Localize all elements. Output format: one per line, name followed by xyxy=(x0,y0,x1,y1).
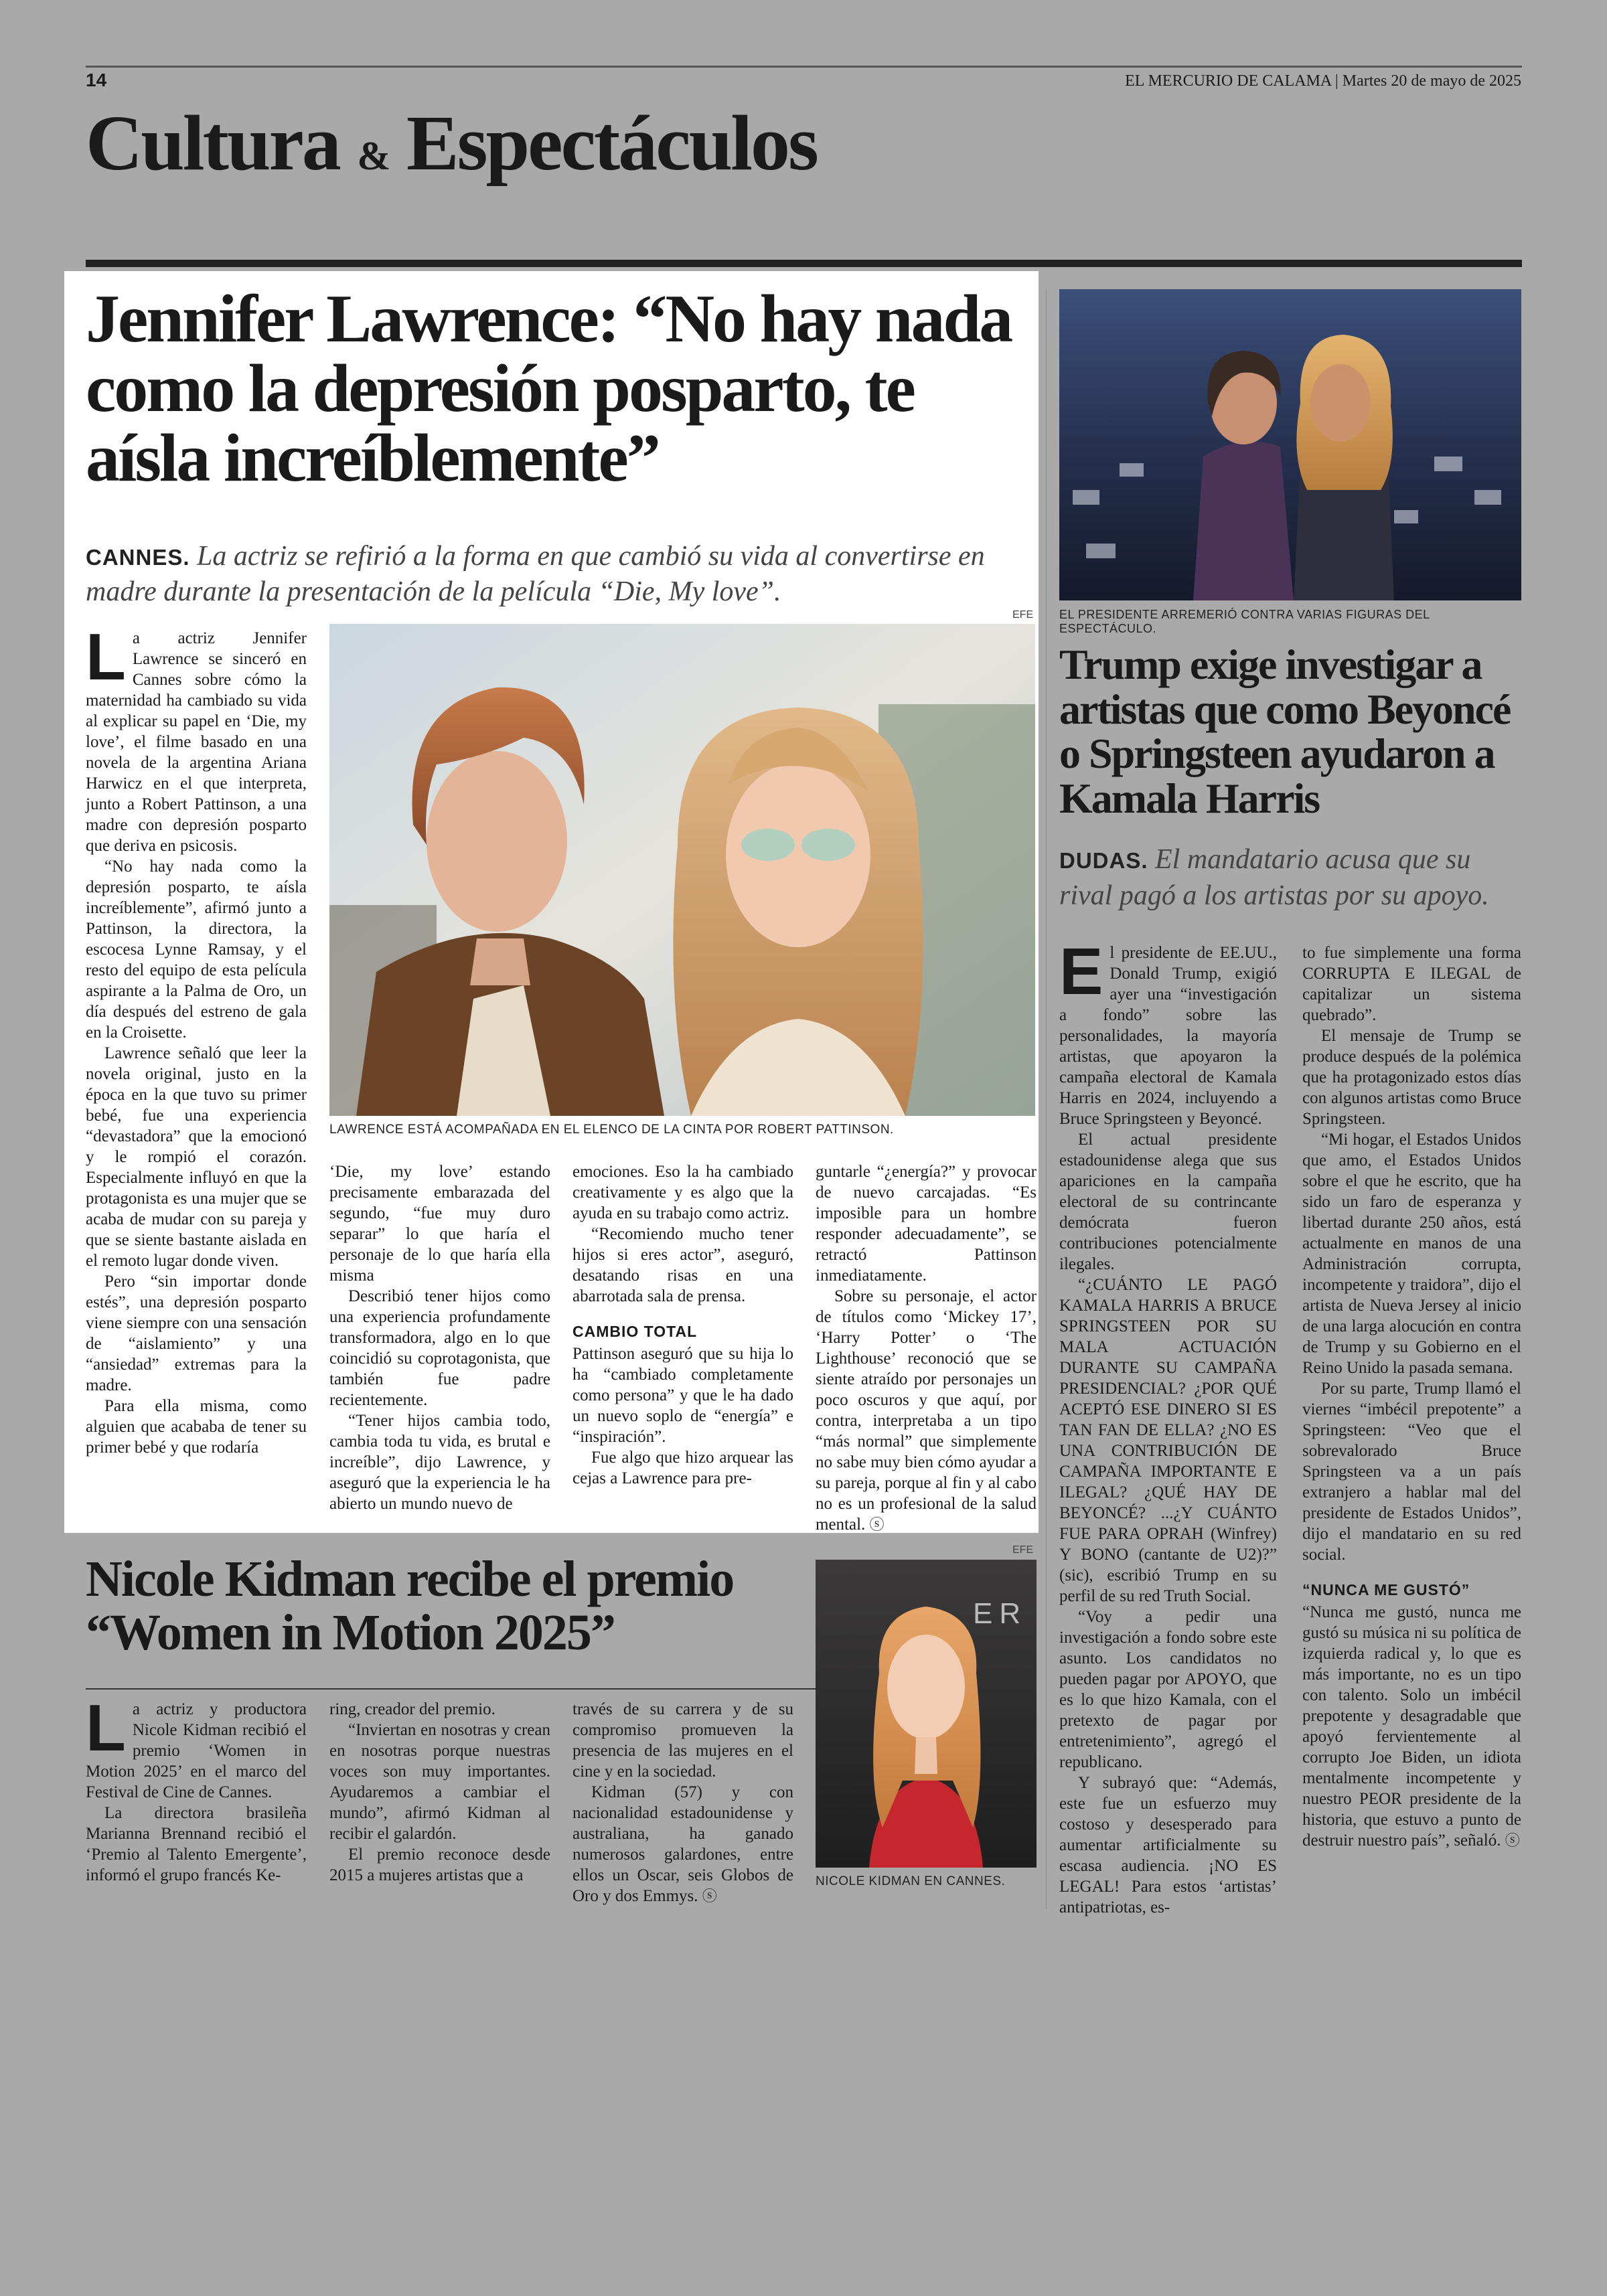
trump-kicker: DUDAS. xyxy=(1059,848,1148,873)
lawrence-paragraph: Pattinson aseguró que su hija lo ha “cambiado completamente como persona” y que le ha dado un nuevo soplo de “energía” e “inspiración”. xyxy=(572,1345,793,1446)
kidman-paragraph: través de su carrera y de su compromiso promueven la presencia de las mujeres en el cine y en la sociedad. xyxy=(572,1700,793,1781)
trump-paragraph: to fue simplemente una forma CORRUPTA E ILEGAL de capitalizar un sistema quebrado”. xyxy=(1302,944,1521,1024)
trump-text: l presidente de EE.UU., Donald Trump, exigió ayer una “investigación a fondo” sobre las personalidades, la mayoría artistas, que apoyaron la campaña electoral de Kamala Harris en 2024, incluyendo a Bruce Springsteen y Beyoncé. xyxy=(1059,944,1277,1128)
lawrence-headline: Jennifer Lawrence: “No hay nada como la depresión posparto, te aísla increíblemente” xyxy=(86,281,1012,497)
lawrence-column-4 xyxy=(816,1161,1037,1535)
lawrence-paragraph: “Recomiendo mucho tener hijos si eres actor”, aseguró, desatando risas en una abarrotada sala de prensa. xyxy=(572,1225,793,1305)
section-rule xyxy=(86,260,1522,267)
page-number: 14 xyxy=(86,70,107,90)
masthead: EL MERCURIO DE CALAMA | Martes 20 de mayo de 2025 xyxy=(1125,72,1521,90)
kidman-end-icon: ⓢ xyxy=(702,1888,717,1904)
lawrence-column-2 xyxy=(329,1161,550,1514)
section-title xyxy=(86,99,817,187)
trump-deck xyxy=(1059,842,1521,914)
trump-end-icon: ⓢ xyxy=(1505,1832,1520,1849)
trump-dropcap: E xyxy=(1059,934,1103,1008)
kidman-paragraph: La directora brasileña Marianna Brennand recibió el ‘Premio al Talento Emergente’, informó el grupo francés Ke- xyxy=(86,1804,307,1884)
kidman-rule xyxy=(86,1688,816,1690)
kidman-text: Kidman (57) y con nacionalidad estadounidense y australiana, ha ganado numerosos galardones, entre ellos un Oscar, seis Globos de Oro y dos Emmys. xyxy=(572,1783,793,1905)
kidman-paragraph: ring, creador del premio. xyxy=(329,1700,495,1718)
lawrence-paragraph: “Tener hijos cambia todo, cambia toda tu vida, es brutal e increíble”, dijo Lawrence, y aseguró que la experiencia le ha abierto un mundo nuevo de xyxy=(329,1412,550,1513)
trump-paragraph: Y subrayó que: “Además, este fue un esfuerzo muy costoso y desesperado para aumentar artificialmente su escasa audiencia. ¡NO ES LEGAL! Para estos ‘artistas’ antipatriotas, es- xyxy=(1059,1774,1277,1916)
trump-photo-caption: EL PRESIDENTE ARREMERIÓ CONTRA VARIAS FIGURAS DEL ESPECTÁCULO. xyxy=(1059,608,1430,635)
trump-column-2 xyxy=(1302,942,1521,1851)
kidman-column-1 xyxy=(86,1691,307,1886)
lawrence-column-1 xyxy=(86,620,307,1458)
svg-text:ER: ER xyxy=(973,1597,1028,1630)
lawrence-paragraph: emociones. Eso la ha cambiado creativamente y es algo que la ayuda en su trabajo como actriz. xyxy=(572,1163,793,1222)
lawrence-kicker: CANNES. xyxy=(86,545,190,570)
lawrence-deck-text: La actriz se refirió a la forma en que cambió su vida al convertirse en madre durante la presentación de la película “Die, My love”. xyxy=(86,541,985,607)
trump-paragraph: “Voy a pedir una investigación a fondo sobre este asunto. Los candidatos no pueden pagar por APOYO, que es lo que hizo Kamala, con el pretexto de pagar por entretenimiento”, agregó el republicano. xyxy=(1059,1608,1277,1771)
lawrence-end-icon: ⓢ xyxy=(869,1516,885,1533)
trump-text: “Nunca me gustó, nunca me gustó su música ni su política de izquierda radical y, lo que es más importante, no es un tipo con talento. Solo un imbécil prepotente y desagradable que apoyó fervientemente al corrupto Joe Biden, un idiota mentalmente incompetente y nuestro PEOR presidente de la historia, que estuvo a punto de destruir nuestro país”, señaló. xyxy=(1302,1603,1521,1850)
kidman-photo xyxy=(816,1560,1037,1868)
kidman-text: a actriz y productora Nicole Kidman recibió el premio ‘Women in Motion 2025’ en el marco del Festival de Cine de Cannes. xyxy=(86,1700,307,1801)
lawrence-paragraph: Fue algo que hizo arquear las cejas a Lawrence para pre- xyxy=(572,1449,793,1487)
lawrence-paragraph: guntarle “¿energía?” y provocar de nuevo carcajadas. “Es imposible para un hombre responder adecuadamente”, se retractó Pattinson inmediatamente. xyxy=(816,1163,1037,1285)
trump-paragraph: El mensaje de Trump se produce después de la polémica que ha protagonizado estos días con algunos artistas como Bruce Springsteen. xyxy=(1302,1027,1521,1128)
kidman-paragraph: El premio reconoce desde 2015 a mujeres artistas que a xyxy=(329,1846,550,1884)
trump-paragraph xyxy=(1059,934,1277,1129)
trump-subhead: “NUNCA ME GUSTÓ” xyxy=(1302,1581,1470,1598)
lawrence-paragraph: ‘Die, my love’ estando precisamente embarazada del segundo, “fue muy duro separar” lo que haría el personaje de lo que haría ella misma xyxy=(329,1163,550,1285)
kidman-dropcap: L xyxy=(86,1691,126,1765)
kidman-paragraph xyxy=(86,1691,307,1803)
section-title-part2: Espectáculos xyxy=(406,99,817,187)
trump-paragraph xyxy=(1302,1602,1521,1851)
kidman-column-3 xyxy=(572,1699,793,1906)
trump-paragraph: El actual presidente estadounidense alega que sus apariciones en la campaña electoral de su contrincante demócrata fueron contribuciones potencialmente ilegales. xyxy=(1059,1131,1277,1273)
trump-deck-text: El mandatario acusa que su rival pagó a los artistas por su apoyo. xyxy=(1059,844,1489,911)
lawrence-column-3 xyxy=(572,1161,793,1489)
lawrence-subhead: CAMBIO TOTAL xyxy=(572,1323,698,1340)
lawrence-photo-caption: LAWRENCE ESTÁ ACOMPAÑADA EN EL ELENCO DE LA CINTA POR ROBERT PATTINSON. xyxy=(329,1123,894,1137)
lawrence-paragraph: Pero “sin importar donde estés”, una depresión posparto viene siempre con una sensación de “aislamiento” y una “ansiedad” extremas para la madre. xyxy=(86,1273,307,1394)
top-rule xyxy=(86,66,1522,68)
kidman-headline: Nicole Kidman recibe el premio “Women in Motion 2025” xyxy=(86,1551,734,1661)
trump-paragraph: Por su parte, Trump llamó el viernes “imbécil prepotente” a Springsteen: “Veo que el sobrevalorado Bruce Springsteen va a un país extranjero a hablar mal del presidente de Estados Unidos”, dijo el mandatario en su red social. xyxy=(1302,1380,1521,1564)
lawrence-paragraph xyxy=(816,1286,1037,1535)
lawrence-text: a actriz Jennifer Lawrence se sinceró en Cannes sobre cómo la maternidad ha cambiado su vida al explicar su papel en ‘Die, my love’, el filme basado en una novela de la argentina Ariana Harwicz en el que interpreta, junto a Robert Pattinson, a una madre con depresión posparto que deriva en psicosis. xyxy=(86,629,307,855)
lawrence-pattinson-photo-image xyxy=(329,624,1035,1116)
lawrence-pattinson-photo xyxy=(329,624,1035,1116)
section-title-amp: & xyxy=(357,134,389,178)
trump-paragraph: “Mi hogar, el Estados Unidos que amo, el Estados Unidos sobre el que he escrito, que ha sido un faro de esperanza y libertad durante 250 años, está actualmente en manos de una Administración corrupta, incompetente y traidora”, dijo el artista de Nueva Jersey al inicio de una larga alocución en contra de Trump y su Gobierno en el Reino Unido la pasada semana. xyxy=(1302,1131,1521,1377)
lawrence-paragraph: Describió tener hijos como una experiencia profundamente transformadora, algo en lo que coincidió su coprotagonista, que también fue padre recientemente. xyxy=(329,1287,550,1409)
kidman-paragraph xyxy=(572,1782,793,1906)
lawrence-photo-credit: EFE xyxy=(1012,609,1034,621)
trump-paragraph: “¿CUÁNTO LE PAGÓ KAMALA HARRIS A BRUCE SPRINGSTEEN POR SU MALA ACTUACIÓN DURANTE SU CAMPAÑA PRESIDENCIAL? ¿POR QUÉ ACEPTÓ ESE DINERO SI ES TAN FAN DE ELLA? ¿NO ES UNA CONTRIBUCIÓN DE CAMPAÑA IMPORTANTE E ILEGAL? ¿QUÉ HAY DE BEYONCÉ? ...¿Y CUÁNTO FUE PARA OPRAH (Winfrey) Y BONO (cantante de U2)?” (sic), escribió Trump en su perfil de su red Truth Social. xyxy=(1059,1276,1277,1605)
kidman-photo-image xyxy=(816,1560,1037,1868)
kidman-paragraph: “Inviertan en nosotras y crean en nosotras porque nuestras voces son muy importantes. Ayudaremos a cambiar el mundo”, afirmó Kidman al recibir el galardón. xyxy=(329,1721,550,1843)
lawrence-paragraph xyxy=(86,620,307,856)
kidman-column-2 xyxy=(329,1699,550,1886)
kidman-photo-caption: NICOLE KIDMAN EN CANNES. xyxy=(816,1874,1006,1888)
lawrence-paragraph: Lawrence señaló que leer la novela original, justo en la época en la que tuvo su primer bebé, fue una experiencia “devastadora” que la emocionó y le rompió el corazón. Especialmente influyó en que la protagonista es una mujer que se acaba de mudar con su pareja y que se siente bastante aislada en el remoto lugar donde viven. xyxy=(86,1044,307,1270)
trump-photo xyxy=(1059,289,1521,600)
column-divider xyxy=(1046,289,1047,1909)
lawrence-paragraph: “No hay nada como la depresión posparto, te aísla increíblemente”, afirmó junto a Pattinson, la directora, la escocesa Lynne Ramsay, y el resto del equipo de esta película aspirante a la Palma de Oro, un día después del estreno de gala en la Croisette. xyxy=(86,857,307,1042)
trump-headline: Trump exige investigar a artistas que como Beyoncé o Springsteen ayudaron a Kamala Harris xyxy=(1059,641,1511,822)
lawrence-deck xyxy=(86,539,1016,609)
trump-column-1 xyxy=(1059,934,1277,1918)
lawrence-paragraph: Para ella misma, como alguien que acababa de tener su primer bebé y que rodaría xyxy=(86,1397,307,1457)
lawrence-text: Sobre su personaje, el actor de títulos como ‘Mickey 17’, ‘Harry Potter’ o ‘The Lighthouse’ reconoció que se siente atraído por personajes un poco oscuros y que aquí, por contra, interpretaba a un tipo “más normal” que simplemente no sabe muy bien cómo ayudar a su pareja, porque al fin y al cabo no es un profesional de la salud mental. xyxy=(816,1287,1037,1534)
harris-beyonce-photo-image xyxy=(1059,289,1521,600)
section-title-part1: Cultura xyxy=(86,99,339,187)
kidman-photo-credit: EFE xyxy=(1012,1544,1034,1556)
lawrence-dropcap: L xyxy=(86,620,126,693)
